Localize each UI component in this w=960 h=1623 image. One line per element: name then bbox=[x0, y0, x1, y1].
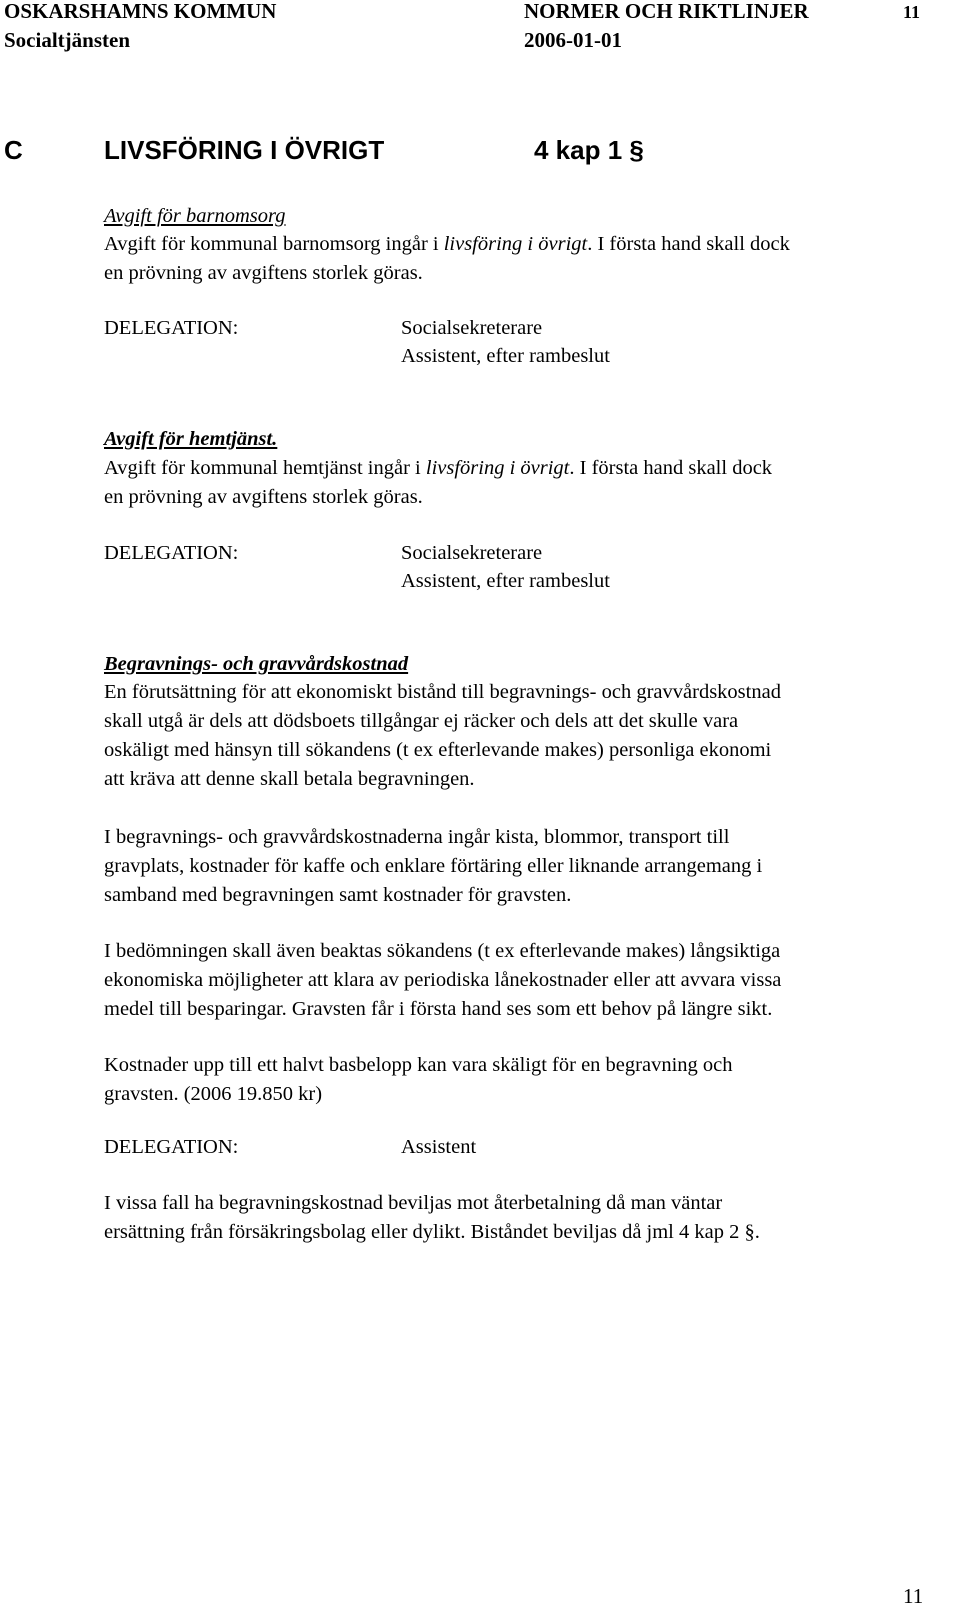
hemtjanst-delegation-label: DELEGATION: bbox=[104, 542, 239, 564]
begravning-p2-line: gravplats, kostnader för kaffe och enklare förtäring eller liknande arrangemang i bbox=[104, 855, 763, 877]
begravning-p1-line: En förutsättning för att ekonomiskt bistånd till begravnings- och gravvårdskostnad bbox=[104, 681, 781, 703]
hemtjanst-line-1: Avgift för kommunal hemtjänst ingår i livsföring i övrigt. I första hand skall dock bbox=[104, 457, 773, 479]
section-title: LIVSFÖRING I ÖVRIGT bbox=[104, 135, 385, 165]
barnomsorg-line-2: en prövning av avgiftens storlek göras. bbox=[104, 262, 423, 284]
barnomsorg-delegation-label: DELEGATION: bbox=[104, 317, 239, 339]
barnomsorg-delegation-2: Assistent, efter rambeslut bbox=[401, 345, 610, 367]
header-date: 2006-01-01 bbox=[524, 28, 622, 52]
begravning-p4-line: Kostnader upp till ett halvt basbelopp kan vara skäligt för en begravning och bbox=[104, 1054, 733, 1076]
hemtjanst-delegation-1: Socialsekreterare bbox=[401, 542, 543, 564]
footer-page-number: 11 bbox=[903, 1584, 924, 1608]
begravning-p5-line: I vissa fall ha begravningskostnad beviljas mot återbetalning då man väntar bbox=[104, 1192, 723, 1214]
begravning-p2-line: samband med begravningen samt kostnader för gravsten. bbox=[104, 884, 572, 906]
header-org: OSKARSHAMNS KOMMUN bbox=[4, 0, 277, 23]
barnomsorg-delegation-1: Socialsekreterare bbox=[401, 317, 543, 339]
begravning-delegation-1: Assistent bbox=[401, 1136, 477, 1158]
begravning-p1-line: att kräva att denne skall betala begravningen. bbox=[104, 768, 475, 790]
begravning-p5-line: ersättning från försäkringsbolag eller dylikt. Biståndet beviljas då jml 4 kap 2 §. bbox=[104, 1221, 760, 1243]
section-letter: C bbox=[4, 135, 23, 165]
hemtjanst-line-2: en prövning av avgiftens storlek göras. bbox=[104, 486, 423, 508]
barnomsorg-line-1: Avgift för kommunal barnomsorg ingår i livsföring i övrigt. I första hand skall dock bbox=[104, 233, 790, 255]
begravning-p4-line: gravsten. (2006 19.850 kr) bbox=[104, 1083, 323, 1105]
begravning-title: Begravnings- och gravvårdskostnad bbox=[104, 653, 409, 675]
begravning-p3-line: I bedömningen skall även beaktas sökandens (t ex efterlevande makes) långsiktiga bbox=[104, 940, 781, 962]
hemtjanst-title: Avgift för hemtjänst. bbox=[104, 428, 278, 450]
begravning-p2-line: I begravnings- och gravvårdskostnaderna ingår kista, blommor, transport till bbox=[104, 826, 730, 848]
hemtjanst-delegation-2: Assistent, efter rambeslut bbox=[401, 570, 610, 592]
begravning-p3-line: medel till besparingar. Gravsten får i första hand ses som ett behov på längre sikt. bbox=[104, 998, 773, 1020]
begravning-p1-line: oskäligt med hänsyn till sökandens (t ex efterlevande makes) personliga ekonomi bbox=[104, 739, 772, 761]
barnomsorg-title: Avgift för barnomsorg bbox=[104, 205, 286, 227]
begravning-p3-line: ekonomiska möjligheter att klara av periodiska lånekostnader eller att avvara vissa bbox=[104, 969, 782, 991]
section-reference: 4 kap 1 § bbox=[534, 135, 644, 165]
begravning-p1-line: skall utgå är dels att dödsboets tillgångar ej räcker och dels att det skulle vara bbox=[104, 710, 739, 732]
header-doc-title: NORMER OCH RIKTLINJER bbox=[524, 0, 809, 23]
header-page: 11 bbox=[903, 2, 921, 22]
begravning-delegation-label: DELEGATION: bbox=[104, 1136, 239, 1158]
header-department: Socialtjänsten bbox=[4, 28, 130, 52]
